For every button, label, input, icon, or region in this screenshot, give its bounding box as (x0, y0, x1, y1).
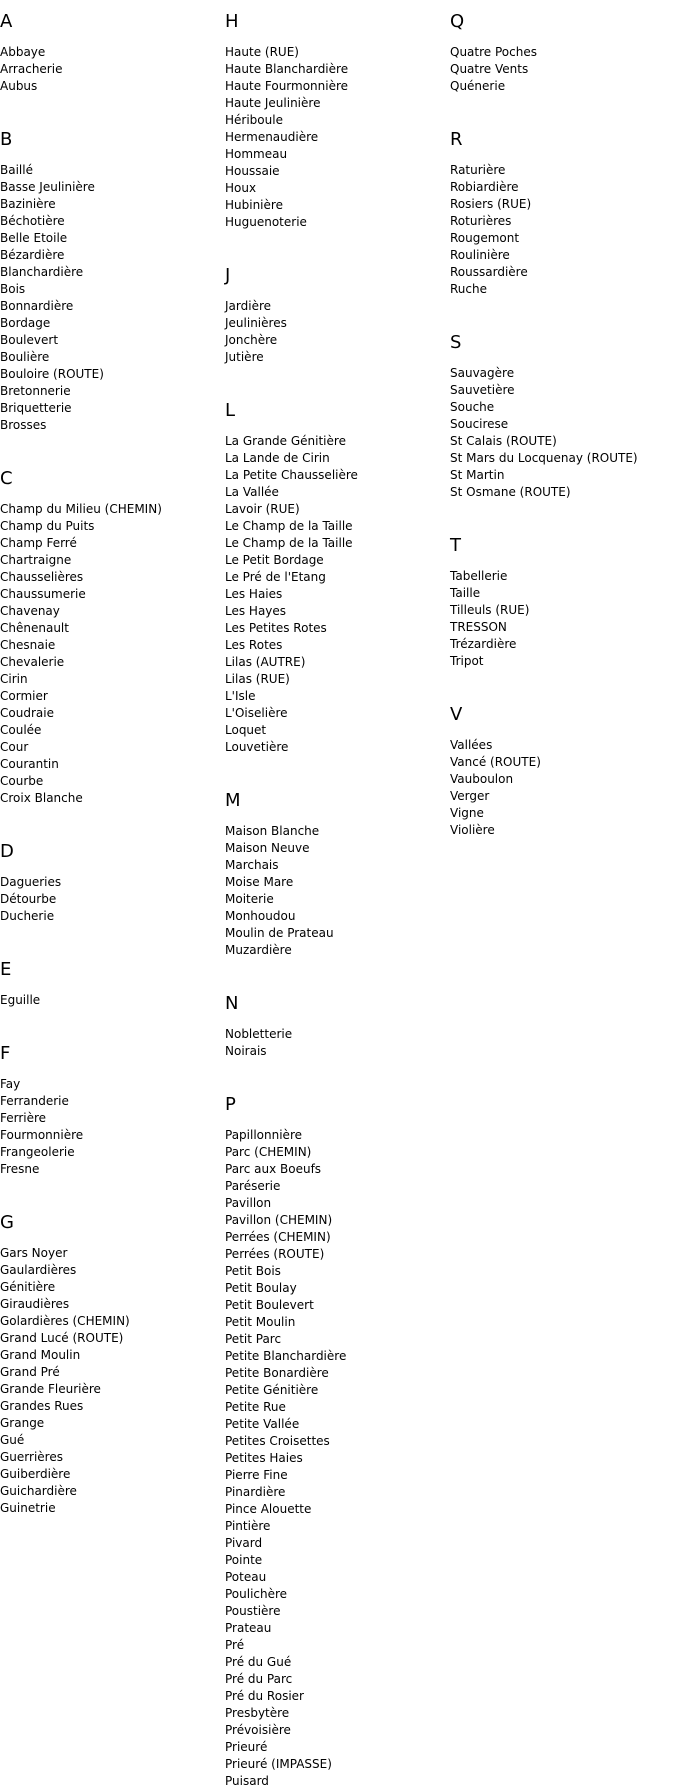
list-item: Sauvagère (450, 366, 515, 380)
list-item: Petites Croisettes (225, 1434, 330, 1448)
list-item: Lilas (AUTRE) (225, 655, 306, 669)
entry-list (225, 44, 450, 231)
list-item: Pavillon (CHEMIN) (225, 1213, 333, 1227)
list-item: Les Hayes (225, 604, 287, 618)
letter-section (225, 992, 450, 1060)
entry-list (0, 1245, 225, 1517)
list-item: Petite Vallée (225, 1417, 300, 1431)
list-item: Haute (RUE) (225, 45, 299, 59)
list-item: Pintière (225, 1519, 271, 1533)
list-item: Grandes Rues (0, 1399, 84, 1413)
list-item: Puisard (225, 1774, 269, 1788)
list-item: St Martin (450, 468, 505, 482)
letter-section (450, 534, 675, 670)
list-item: Chevalerie (0, 655, 65, 669)
list-item: Tripot (450, 654, 484, 668)
list-item: Pré (225, 1638, 245, 1652)
entry-list (225, 1127, 450, 1790)
letter-heading: H (225, 11, 239, 32)
list-item: Hermenaudière (225, 130, 319, 144)
list-item: Giraudières (0, 1297, 70, 1311)
entry-list (0, 501, 225, 807)
entry-list (225, 1026, 450, 1060)
letter-heading: Q (450, 11, 465, 32)
list-item: Boulevert (0, 333, 59, 347)
entry-list (0, 162, 225, 434)
list-item: Fay (0, 1077, 21, 1091)
list-item: Trézardière (450, 637, 517, 651)
list-item: Pointe (225, 1553, 263, 1567)
list-item: Quénerie (450, 79, 506, 93)
list-item: Poteau (225, 1570, 267, 1584)
letter-heading: G (0, 1212, 14, 1233)
list-item: Papillonnière (225, 1128, 302, 1142)
list-item: Perrées (ROUTE) (225, 1247, 325, 1261)
letter-heading: M (225, 790, 241, 811)
list-item: Rosiers (RUE) (450, 197, 532, 211)
letter-section (450, 10, 675, 95)
list-item: Monhoudou (225, 909, 296, 923)
list-item: Champ du Puits (0, 519, 95, 533)
list-item: Nobletterie (225, 1027, 293, 1041)
list-item: Bazinière (0, 197, 56, 211)
entry-list (225, 823, 450, 959)
list-item: Grand Lucé (ROUTE) (0, 1331, 124, 1345)
letter-section (225, 10, 450, 231)
list-item: Moulin de Prateau (225, 926, 334, 940)
letter-section (0, 10, 225, 95)
list-item: Briquetterie (0, 401, 72, 415)
list-item: Petite Blanchardière (225, 1349, 347, 1363)
list-item: Lavoir (RUE) (225, 502, 300, 516)
list-item: Grand Moulin (0, 1348, 81, 1362)
list-item: Vallées (450, 738, 493, 752)
list-item: Chesnaie (0, 638, 56, 652)
list-item: Pré du Gué (225, 1655, 292, 1669)
list-item: Bordage (0, 316, 51, 330)
list-item: Basse Jeulinière (0, 180, 95, 194)
list-item: Béchotière (0, 214, 65, 228)
list-item: Arracherie (0, 62, 63, 76)
list-item: Coudraie (0, 706, 54, 720)
letter-section (450, 703, 675, 839)
list-item: Cirin (0, 672, 28, 686)
list-item: Poulichère (225, 1587, 288, 1601)
list-item: Bézardière (0, 248, 65, 262)
list-item: Presbytère (225, 1706, 290, 1720)
letter-section (450, 331, 675, 501)
list-item: Le Champ de la Taille (225, 536, 353, 550)
list-item: Chênenault (0, 621, 69, 635)
list-item: Houssaie (225, 164, 280, 178)
entry-list (450, 365, 675, 501)
letter-section (0, 467, 225, 807)
index-column (225, 0, 450, 1788)
list-item: Loquet (225, 723, 267, 737)
list-item: Robiardière (450, 180, 519, 194)
list-item: Les Rotes (225, 638, 283, 652)
entry-list (225, 433, 450, 756)
list-item: Vauboulon (450, 772, 514, 786)
list-item: Prévoisière (225, 1723, 291, 1737)
list-item: Moise Mare (225, 875, 294, 889)
list-item: Prateau (225, 1621, 272, 1635)
letter-heading: L (225, 400, 236, 421)
list-item: Petit Boulevert (225, 1298, 314, 1312)
list-item: Guiberdière (0, 1467, 71, 1481)
list-item: Petit Moulin (225, 1315, 296, 1329)
list-item: Pivard (225, 1536, 263, 1550)
list-item: Perrées (CHEMIN) (225, 1230, 331, 1244)
list-item: Vancé (ROUTE) (450, 755, 541, 769)
list-item: Jonchère (225, 333, 278, 347)
list-item: Dagueries (0, 875, 62, 889)
list-item: Cormier (0, 689, 48, 703)
letter-heading: E (0, 959, 12, 980)
list-item: Quatre Poches (450, 45, 537, 59)
list-item: Pavillon (225, 1196, 272, 1210)
letter-section (0, 128, 225, 434)
list-item: Petite Génitière (225, 1383, 319, 1397)
entry-list (0, 44, 225, 95)
list-item: Belle Etoile (0, 231, 68, 245)
list-item: Haute Jeulinière (225, 96, 321, 110)
list-item: Chaussumerie (0, 587, 86, 601)
list-item: Vigne (450, 806, 484, 820)
entry-list (0, 874, 225, 925)
list-item: Pré du Parc (225, 1672, 293, 1686)
list-item: Chartraigne (0, 553, 72, 567)
list-item: Petite Bonardière (225, 1366, 329, 1380)
list-item: Parc aux Boeufs (225, 1162, 322, 1176)
list-item: Courantin (0, 757, 59, 771)
list-item: Le Petit Bordage (225, 553, 324, 567)
list-item: Poustière (225, 1604, 281, 1618)
list-item: Pré du Rosier (225, 1689, 304, 1703)
list-item: Abbaye (0, 45, 46, 59)
list-item: Pinardière (225, 1485, 286, 1499)
list-item: Grange (0, 1416, 45, 1430)
list-item: Maison Neuve (225, 841, 310, 855)
list-item: Guichardière (0, 1484, 77, 1498)
list-item: Cour (0, 740, 29, 754)
list-item: Ferrière (0, 1111, 47, 1125)
list-item: Raturière (450, 163, 506, 177)
list-item: Souche (450, 400, 495, 414)
list-item: Moiterie (225, 892, 274, 906)
letter-section (0, 1042, 225, 1178)
list-item: La Vallée (225, 485, 279, 499)
list-item: Guerrières (0, 1450, 63, 1464)
list-item: La Petite Chausselière (225, 468, 358, 482)
list-item: Houx (225, 181, 257, 195)
letter-section (0, 1211, 225, 1517)
list-item: Roussardière (450, 265, 528, 279)
list-item: Prieuré (IMPASSE) (225, 1757, 332, 1771)
list-item: Boulière (0, 350, 50, 364)
list-item: Noirais (225, 1044, 267, 1058)
list-item: Taille (450, 586, 481, 600)
list-item: Petit Boulay (225, 1281, 297, 1295)
list-item: Paréserie (225, 1179, 281, 1193)
letter-heading: B (0, 129, 13, 150)
list-item: Ducherie (0, 909, 55, 923)
list-item: Bonnardière (0, 299, 74, 313)
list-item: Lilas (RUE) (225, 672, 290, 686)
entry-list (0, 992, 225, 1009)
list-item: Quatre Vents (450, 62, 529, 76)
list-item: Frangeolerie (0, 1145, 75, 1159)
list-item: Pierre Fine (225, 1468, 288, 1482)
list-item: Courbe (0, 774, 44, 788)
list-item: Les Petites Rotes (225, 621, 327, 635)
list-item: Soucirese (450, 417, 509, 431)
list-item: St Calais (ROUTE) (450, 434, 557, 448)
list-item: Détourbe (0, 892, 57, 906)
list-item: Bretonnerie (0, 384, 71, 398)
list-item: Petite Rue (225, 1400, 286, 1414)
list-item: Les Haies (225, 587, 283, 601)
list-item: Jutière (225, 350, 264, 364)
list-item: La Lande de Cirin (225, 451, 330, 465)
list-item: Bouloire (ROUTE) (0, 367, 104, 381)
list-item: Chavenay (0, 604, 60, 618)
letter-heading: V (450, 704, 463, 725)
list-item: Bois (0, 282, 26, 296)
list-item: Hériboule (225, 113, 283, 127)
list-item: Marchais (225, 858, 279, 872)
list-item: Guinetrie (0, 1501, 56, 1515)
letter-heading: D (0, 841, 14, 862)
list-item: Prieuré (225, 1740, 268, 1754)
letter-heading: R (450, 129, 463, 150)
letter-heading: J (225, 265, 231, 286)
letter-section (0, 958, 225, 1009)
list-item: Violière (450, 823, 495, 837)
list-item: Jardière (225, 299, 272, 313)
letter-section (225, 789, 450, 959)
list-item: Gars Noyer (0, 1246, 68, 1260)
list-item: Maison Blanche (225, 824, 320, 838)
list-item: Pince Alouette (225, 1502, 312, 1516)
list-item: Ferranderie (0, 1094, 69, 1108)
entry-list (225, 298, 450, 366)
list-item: Blanchardière (0, 265, 84, 279)
letter-section (225, 1093, 450, 1790)
list-item: Louvetière (225, 740, 289, 754)
list-item: Chausselières (0, 570, 84, 584)
list-item: Gaulardières (0, 1263, 77, 1277)
list-item: L'Isle (225, 689, 256, 703)
letter-section (0, 840, 225, 925)
list-item: Petit Parc (225, 1332, 282, 1346)
index-column (0, 0, 225, 1748)
list-item: Croix Blanche (0, 791, 83, 805)
list-item: Le Pré de l'Etang (225, 570, 326, 584)
letter-heading: N (225, 993, 239, 1014)
list-item: Baillé (0, 163, 33, 177)
list-item: Grand Pré (0, 1365, 60, 1379)
list-item: Haute Blanchardière (225, 62, 349, 76)
list-item: Le Champ de la Taille (225, 519, 353, 533)
entry-list (0, 1076, 225, 1178)
list-item: Jeulinières (225, 316, 287, 330)
list-item: Génitière (0, 1280, 56, 1294)
list-item: Tabellerie (450, 569, 508, 583)
list-item: Grande Fleurière (0, 1382, 101, 1396)
letter-heading: C (0, 468, 13, 489)
letter-heading: P (225, 1094, 236, 1115)
list-item: Huguenoterie (225, 215, 307, 229)
list-item: Tilleuls (RUE) (450, 603, 530, 617)
letter-heading: S (450, 332, 462, 353)
list-item: Verger (450, 789, 490, 803)
letter-section (225, 264, 450, 366)
list-item: Gué (0, 1433, 25, 1447)
entry-list (450, 568, 675, 670)
list-item: Rougemont (450, 231, 520, 245)
list-item: Champ du Milieu (CHEMIN) (0, 502, 162, 516)
list-item: Parc (CHEMIN) (225, 1145, 312, 1159)
entry-list (450, 737, 675, 839)
letter-heading: A (0, 11, 13, 32)
list-item: Fourmonnière (0, 1128, 84, 1142)
list-item: Ruche (450, 282, 487, 296)
list-item: L'Oiselière (225, 706, 288, 720)
list-item: Brosses (0, 418, 47, 432)
list-item: Sauvetière (450, 383, 515, 397)
list-item: Hubinière (225, 198, 283, 212)
letter-heading: T (450, 535, 461, 556)
list-item: Coulée (0, 723, 42, 737)
list-item: TRESSON (450, 620, 507, 634)
list-item: Eguille (0, 993, 41, 1007)
entry-list (450, 44, 675, 95)
letter-heading: F (0, 1043, 11, 1064)
list-item: Fresne (0, 1162, 40, 1176)
letter-section (225, 399, 450, 756)
list-item: St Mars du Locquenay (ROUTE) (450, 451, 638, 465)
list-item: Haute Fourmonnière (225, 79, 349, 93)
list-item: Roturières (450, 214, 512, 228)
list-item: Aubus (0, 79, 38, 93)
list-item: Roulinière (450, 248, 510, 262)
list-item: Petit Bois (225, 1264, 281, 1278)
list-item: Petites Haies (225, 1451, 303, 1465)
list-item: Champ Ferré (0, 536, 77, 550)
entry-list (450, 162, 675, 298)
list-item: Muzardière (225, 943, 292, 957)
index-column (450, 0, 675, 1748)
letter-section (450, 128, 675, 298)
list-item: St Osmane (ROUTE) (450, 485, 571, 499)
list-item: La Grande Génitière (225, 434, 346, 448)
list-item: Golardières (CHEMIN) (0, 1314, 130, 1328)
list-item: Hommeau (225, 147, 288, 161)
